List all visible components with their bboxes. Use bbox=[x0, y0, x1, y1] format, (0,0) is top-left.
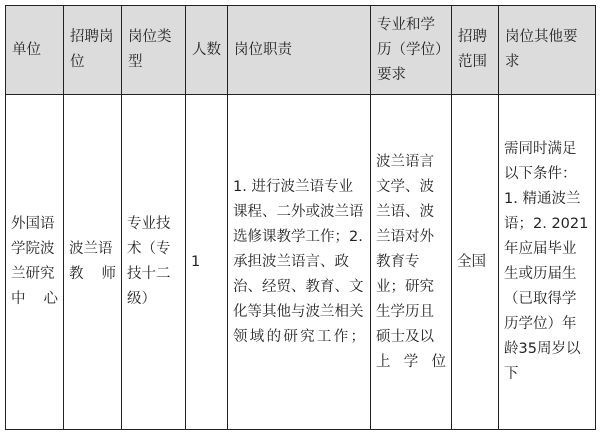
header-count: 人数 bbox=[186, 6, 228, 95]
header-duty: 岗位职责 bbox=[228, 6, 371, 95]
cell-type: 专业技术（专技十二级） bbox=[122, 95, 186, 430]
cell-duty: 1. 进行波兰语专业课程、二外或波兰语选修课教学工作；2. 承担波兰语言、政治、经贸、教育、文化等其他与波兰相关领域的研究工作； bbox=[228, 95, 371, 430]
header-unit: 单位 bbox=[6, 6, 64, 95]
cell-major: 波兰语言文学、波兰语、波兰语对外教育专业；研究生学历且硕士及以上学位 bbox=[371, 95, 452, 430]
cell-unit: 外国语学院波兰研究中心 bbox=[6, 95, 64, 430]
header-row bbox=[6, 6, 596, 95]
cell-scope: 全国 bbox=[452, 95, 499, 430]
header-position: 招聘岗位 bbox=[64, 6, 122, 95]
cell-count: 1 bbox=[186, 95, 228, 430]
header-type: 岗位类型 bbox=[122, 6, 186, 95]
table-row bbox=[6, 95, 596, 430]
cell-other: 需同时满足以下条件：1. 精通波兰语；2. 2021年应届毕业生或历届生（已取得学历学位）年龄35周岁以下 bbox=[499, 95, 596, 430]
header-scope: 招聘范围 bbox=[452, 6, 499, 95]
header-other: 岗位其他要求 bbox=[499, 6, 596, 95]
header-major: 专业和学历（学位）要求 bbox=[371, 6, 452, 95]
cell-position: 波兰语教师 bbox=[64, 95, 122, 430]
recruitment-table bbox=[5, 5, 596, 430]
